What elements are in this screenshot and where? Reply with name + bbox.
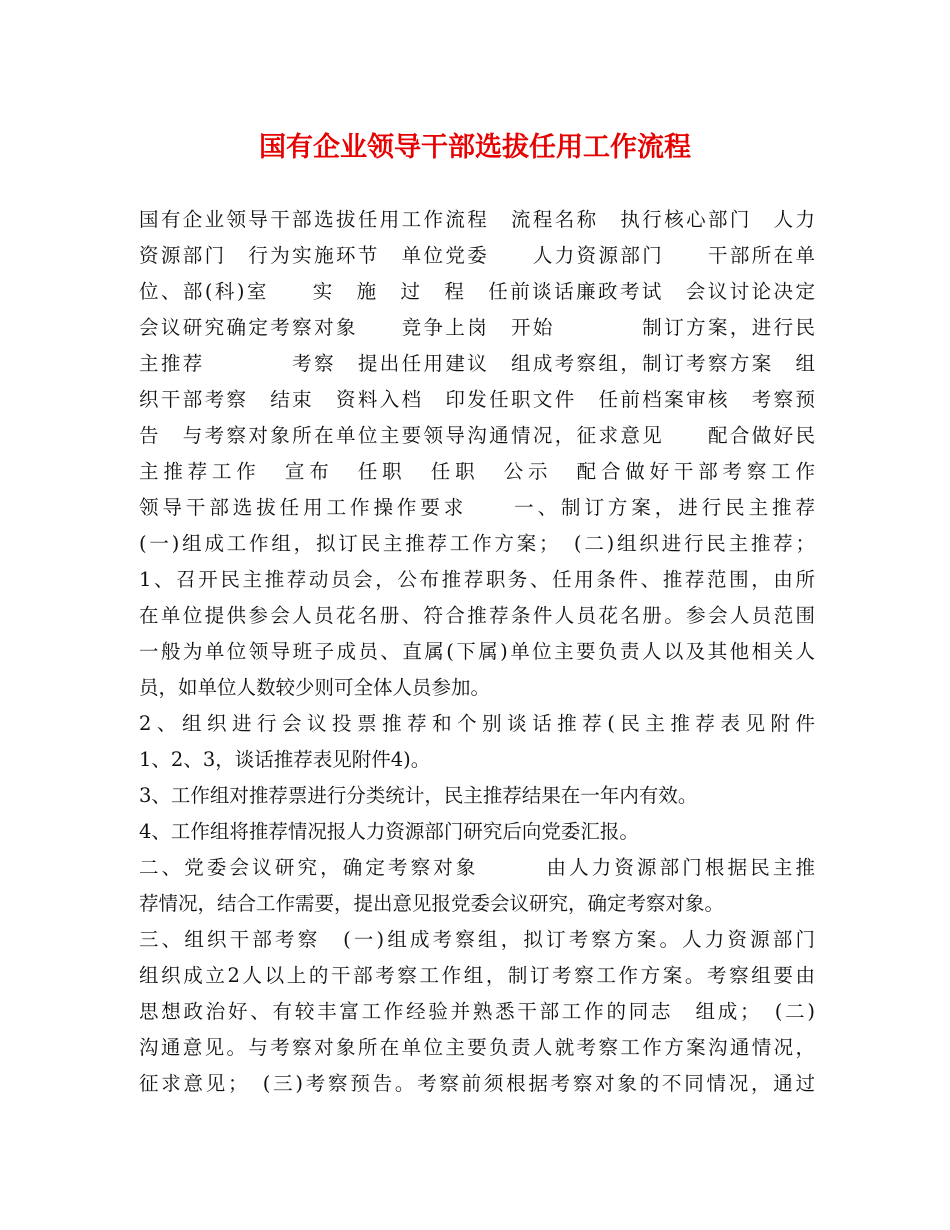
body-line: 资源部门 行为实施环节 单位党委 人力资源部门 干部所在单 xyxy=(139,244,815,267)
body-line: 员，如单位人数较少则可全体人员参加。 xyxy=(139,676,491,699)
body-line: 三、组织干部考察 (一)组成考察组，拟订考察方案。人力资源部门 xyxy=(139,928,815,951)
body-line: 一般为单位领导班子成员、直属(下属)单位主要负责人以及其他相关人 xyxy=(139,640,815,663)
body-line: 4、工作组将推荐情况报人力资源部门研究后向党委汇报。 xyxy=(139,820,639,843)
body-line: 二、党委会议研究，确定考察对象 由人力资源部门根据民主推 xyxy=(139,856,815,879)
body-line: 在单位提供参会人员花名册、符合推荐条件人员花名册。参会人员范围 xyxy=(139,604,815,627)
body-line: 沟通意见。与考察对象所在单位主要负责人就考察工作方案沟通情况， xyxy=(139,1036,815,1059)
document-body xyxy=(139,202,815,1102)
body-line: 主推荐 考察 提出任用建议 组成考察组，制订考察方案 组 xyxy=(139,352,815,375)
body-line: 1、2、3，谈话推荐表见附件4)。 xyxy=(139,748,431,771)
body-line: 征求意见； (三)考察预告。考察前须根据考察对象的不同情况，通过 xyxy=(139,1072,815,1095)
body-line: 领导干部选拔任用工作操作要求 一、制订方案，进行民主推荐 xyxy=(139,496,815,519)
body-line: 会议研究确定考察对象 竞争上岗 开始 制订方案，进行民 xyxy=(139,316,815,339)
body-line: 思想政治好、有较丰富工作经验并熟悉干部工作的同志 组成； (二) xyxy=(139,1000,815,1023)
body-line: 2、组织进行会议投票推荐和个别谈话推荐(民主推荐表见附件 xyxy=(139,712,815,735)
body-line: 告 与考察对象所在单位主要领导沟通情况，征求意见 配合做好民 xyxy=(139,424,815,447)
body-line: 3、工作组对推荐票进行分类统计，民主推荐结果在一年内有效。 xyxy=(139,784,698,807)
body-line: 织干部考察 结束 资料入档 印发任职文件 任前档案审核 考察预 xyxy=(139,388,815,411)
body-line: 位、部(科)室 实 施 过 程 任前谈话廉政考试 会议讨论决定 xyxy=(139,280,815,303)
body-line: 1、召开民主推荐动员会，公布推荐职务、任用条件、推荐范围，由所 xyxy=(139,568,815,591)
body-line: 国有企业领导干部选拔任用工作流程 流程名称 执行核心部门 人力 xyxy=(139,208,815,231)
body-line: 主推荐工作 宣布 任职 任职 公示 配合做好干部考察工作 xyxy=(139,460,815,483)
body-line: 组织成立2人以上的干部考察工作组，制订考察工作方案。考察组要由 xyxy=(139,964,815,987)
document-title: 国有企业领导干部选拔任用工作流程 xyxy=(259,132,691,163)
body-line: 荐情况，结合工作需要，提出意见报党委会议研究，确定考察对象。 xyxy=(139,892,725,915)
body-line: (一)组成工作组，拟订民主推荐工作方案； (二)组织进行民主推荐； xyxy=(139,532,815,555)
